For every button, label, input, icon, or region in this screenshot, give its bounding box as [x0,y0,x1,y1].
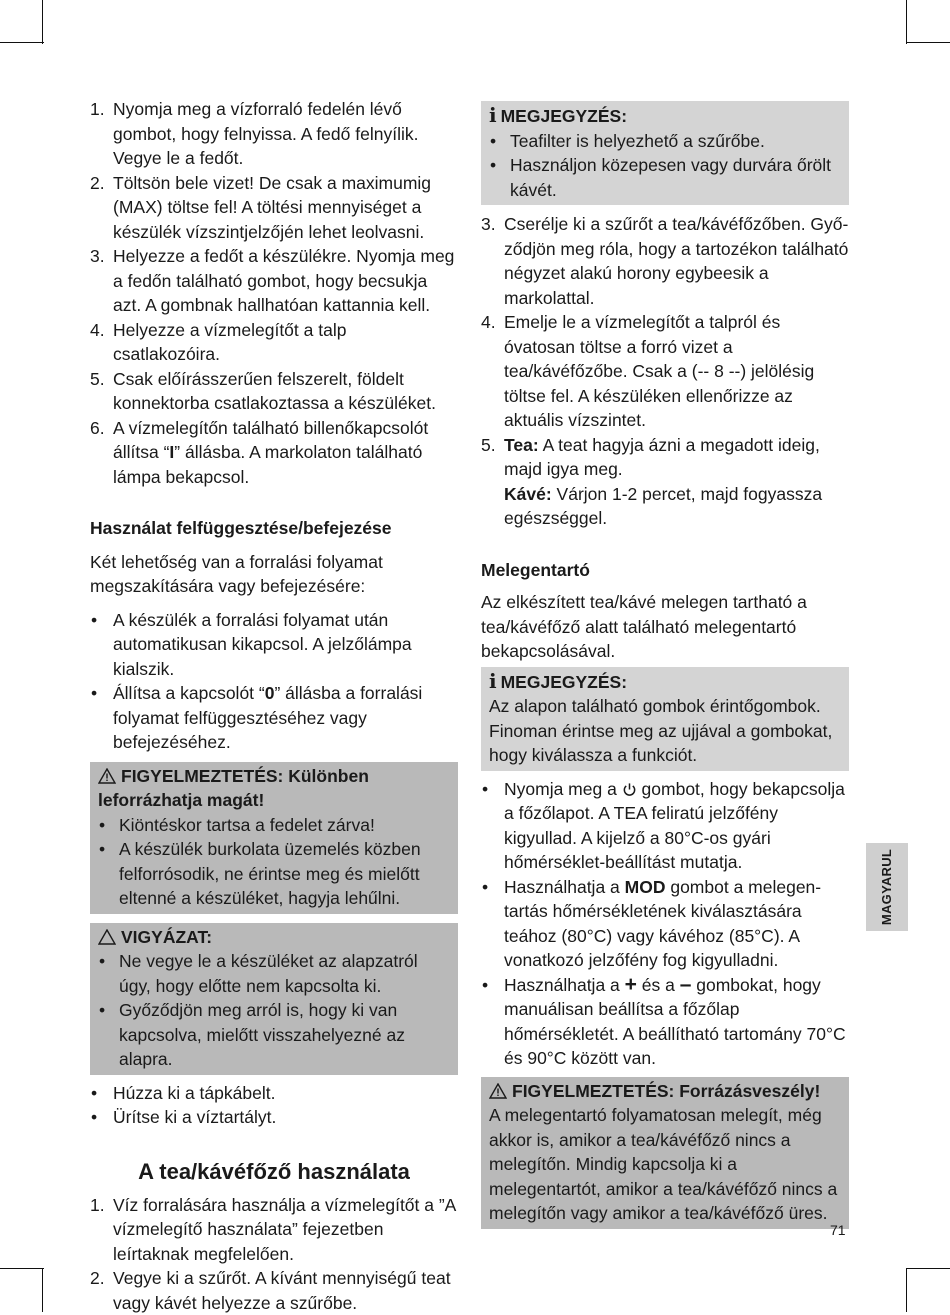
page-number: 71 [830,1218,846,1243]
warning-title: FIGYELMEZTETÉS: Forrázásveszély! [512,1081,820,1101]
list-item: 6. A vízmelegítőn található billenőkapcsolót állítsa “I” állásba. A markolaton található lámpa bekapcsol. [90,416,458,490]
list-item: 1. Nyomja meg a vízforraló fedelén lévő gombot, hogy felnyissa. A fedő felnyílik. Vegye le a fedőt. [90,97,458,171]
note-box [481,101,849,205]
crop-mark [906,42,950,43]
list-item: 4. Emelje le a vízmelegítőt a talpról és óvatosan töltse a forró vizet a tea/kávéfőzőbe. Csak a (-- 8 --) jelölésig töltse fel. A készüléken ellenőrizze az aktuális vízszintet. [481,310,849,433]
info-icon: i [489,669,497,693]
crop-mark [42,0,43,44]
list-item: • A készülék burkolata üzemelés közben felforrósodik, ne érintse meg és mielőtt eltenné a készüléket, hagyja lehűlni. [98,837,452,911]
steps-list-3 [481,212,849,531]
caution-triangle-icon [98,929,116,945]
bullet-list-1 [90,608,458,755]
crop-mark [906,1268,907,1312]
list-item: • Kiöntéskor tartsa a fedelet zárva! [98,813,452,838]
list-item: • Használhatja a MOD gombot a melegen-tartás hőmérsékletének kiválasztására teához (80°C) vagy kávéhoz (85°C). A vonatkozó jelzőfény fog kigyulladni. [481,875,849,973]
list-item: • Ne vegye le a készüléket az alapzatról úgy, hogy előtte nem kapcsolta ki. [98,949,452,998]
warning-text: A melegentartó folyamatosan melegít, még akkor is, amikor a tea/kávéfőző nincs a melegítőn. Mindig kapcsolja ki a melegentartót, amikor a tea/kávéfőző nincs a melegítőn vagy amikor a tea/kávéfőző üres. [489,1103,843,1226]
plus-icon: + [625,973,637,996]
list-item: • Teafilter is helyezhető a szűrőbe. [489,129,843,154]
note-text: Az alapon található gombok érintőgombok. Finoman érintse meg az ujjával a gombokat, hogy kiválassza a funkciót. [489,694,843,768]
warning-triangle-icon [489,1083,507,1099]
list-item: • Állítsa a kapcsolót “0” állásba a forralási folyamat felfüggesztéséhez vagy befejezéséhez. [90,681,458,755]
bullet-list-3 [481,777,849,1071]
left-column [90,97,458,1315]
section-intro: Két lehetőség van a forralási folyamat megszakítására vagy befejezésére: [90,550,458,599]
crop-mark [0,1268,44,1269]
caution-title: VIGYÁZAT: [121,927,212,947]
caution-box [90,923,458,1075]
power-icon [622,782,637,797]
list-item: 3. Helyezze a fedőt a készülékre. Nyomja meg a fedőn található gombot, hogy becsukja azt. A gombnak hallhatóan kattannia kell. [90,244,458,318]
list-item: • Ürítse ki a víztartályt. [90,1105,458,1130]
list-item: • Győződjön meg arról is, hogy ki van kapcsolva, mielőtt visszahelyezné az alapra. [98,998,452,1072]
warning-title: FIGYELMEZTETÉS: Különben leforrázhatja magát! [98,766,369,811]
crop-mark [906,1268,950,1269]
list-item: • Nyomja meg a gombot, hogy bekapcsolja a főzőlapot. A TEA feliratú jelzőfény kigyullad. A kijelző a 80°C-os gyári hőmérséklet-beállítást mutatja. [481,777,849,875]
bullet-list-2 [90,1081,458,1130]
list-item: 1. Víz forralására használja a vízmelegítőt a ”A vízmelegítő használata” fejezetben leírtaknak megfelelően. [90,1193,458,1267]
warning-box [90,762,458,914]
info-icon: i [489,103,497,127]
note-title: MEGJEGYZÉS: [501,106,627,126]
steps-list-2 [90,1193,458,1315]
list-item: 3. Cserélje ki a szűrőt a tea/kávéfőzőben. Győződjön meg róla, hogy a tartozékon található négyzet alakú horony egybeesik a markolattal. [481,212,849,310]
list-item: 2. Vegye ki a szűrőt. A kívánt mennyiségű teat vagy kávét helyezze a szűrőbe. [90,1266,458,1315]
right-column [481,101,849,1229]
section-heading: A tea/kávéfőző használata [90,1157,458,1187]
list-item: 4. Helyezze a vízmelegítőt a talp csatlakozóira. [90,318,458,367]
section-intro: Az elkészített tea/kávé melegen tartható a tea/kávéfőző alatt található melegentartó bekapcsolásával. [481,590,849,664]
language-tab: MAGYARUL [866,843,908,931]
warning-triangle-icon [98,768,116,784]
crop-mark [42,1268,43,1312]
list-item: 5. Csak előírásszerűen felszerelt, földelt konnektorba csatlakoztassa a készüléket. [90,367,458,416]
minus-icon: – [680,973,692,996]
section-title: Használat felfüggesztése/befejezése [90,516,458,541]
list-item: • Használjon közepesen vagy durvára őrölt kávét. [489,153,843,202]
crop-mark [0,42,44,43]
list-item: • Használhatja a + és a – gombokat, hogy manuálisan beállítsa a főzőlap hőmérsékletét. A beállítható tartomány 70°C és 90°C között van. [481,973,849,1071]
steps-list-1 [90,97,458,489]
list-item: • A készülék a forralási folyamat után automatikusan kikapcsol. A jelzőlámpa kialszik. [90,608,458,682]
list-item: 2. Töltsön bele vizet! De csak a maximumig (MAX) töltse fel! A töltési mennyiséget a készülék vízszintjelzőjén lehet leolvasni. [90,171,458,245]
warning-box [481,1077,849,1229]
list-item: • Húzza ki a tápkábelt. [90,1081,458,1106]
section-title: Melegentartó [481,558,849,583]
list-item: 5. Tea: A teat hagyja ázni a megadott ideig, majd igya meg. Kávé: Várjon 1-2 percet, majd fogyassza egészséggel. [481,433,849,531]
note-box [481,667,849,771]
crop-mark [906,0,907,44]
note-title: MEGJEGYZÉS: [501,672,627,692]
